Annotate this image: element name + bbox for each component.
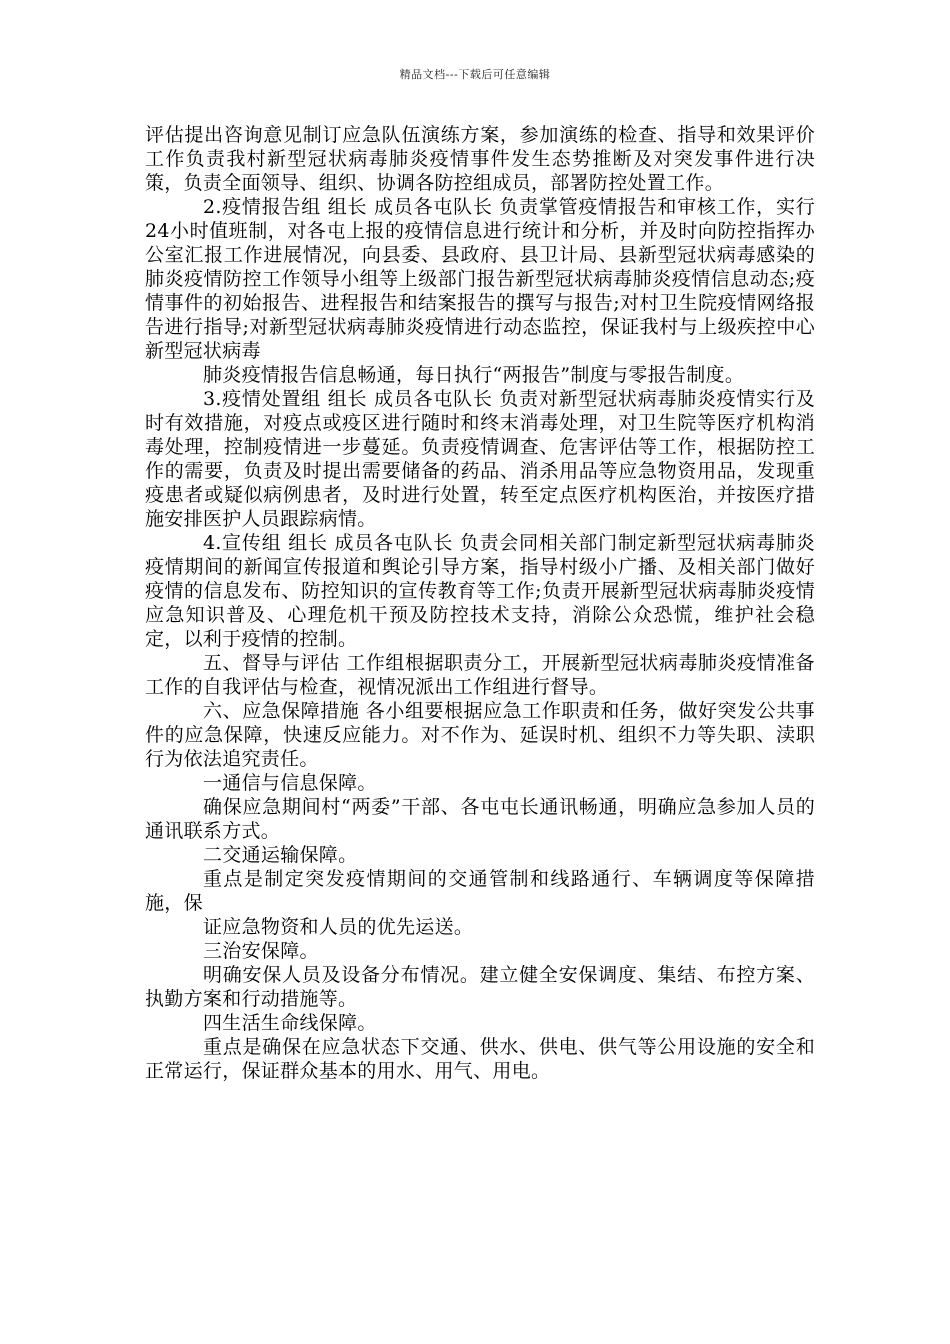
paragraph-16: 重点是确保在应急状态下交通、供水、供电、供气等公用设施的安全和正常运行，保证群众基本的用水、用气、用电。	[145, 1036, 815, 1082]
paragraph-5: 4.宣传组 组长 成员各屯队长 负责会同相关部门制定新型冠状病毒肺炎疫情期间的新闻宣传报道和舆论引导方案，指导村级小广播、及相关部门做好疫情的信息发布、防控知识的宣传教育等工作;负责开展新型冠状病毒肺炎疫情应急知识普及、心理危机干预及防控技术支持，消除公众恐慌，维护社会稳定，以利于疫情的控制。	[145, 532, 815, 650]
paragraph-9: 确保应急期间村“两委”干部、各屯屯长通讯畅通，明确应急参加人员的通讯联系方式。	[145, 796, 815, 842]
document-body	[145, 123, 815, 1083]
paragraph-6: 五、督导与评估 工作组根据职责分工，开展新型冠状病毒肺炎疫情准备工作的自我评估与检查，视情况派出工作组进行督导。	[145, 652, 815, 698]
page-header: 精品文档---下载后可任意编辑	[399, 68, 551, 81]
paragraph-13: 三治安保障。	[203, 940, 319, 962]
paragraph-2: 2.疫情报告组 组长 成员各屯队长 负责掌管疫情报告和审核工作，实行 24小时值班制，对各屯上报的疫情信息进行统计和分析，并及时向防控指挥办公室汇报工作进展情况，向县委、县政府、县卫计局、县新型冠状病毒感染的肺炎疫情防控工作领导小组等上级部门报告新型冠状病毒肺炎疫情信息动态;疫情事件的初始报告、进程报告和结案报告的撰写与报告;对村卫生院疫情网络报告进行指导;对新型冠状病毒肺炎疫情进行动态监控，保证我村与上级疾控中心新型冠状病毒	[145, 196, 815, 362]
paragraph-1: 评估提出咨询意见制订应急队伍演练方案，参加演练的检查、指导和效果评价工作负责我村新型冠状病毒肺炎疫情事件发生态势推断及对突发事件进行决策，负责全面领导、组织、协调各防控组成员，部署防控处置工作。	[145, 124, 815, 194]
paragraph-7: 六、应急保障措施 各小组要根据应急工作职责和任务，做好突发公共事件的应急保障，快速反应能力。对不作为、延误时机、组织不力等失职、渎职行为依法追究责任。	[145, 700, 815, 770]
paragraph-15: 四生活生命线保障。	[203, 1012, 377, 1034]
paragraph-3: 肺炎疫情报告信息畅通，每日执行“两报告”制度与零报告制度。	[203, 364, 745, 386]
paragraph-14: 明确安保人员及设备分布情况。建立健全安保调度、集结、布控方案、执勤方案和行动措施等。	[145, 964, 815, 1010]
paragraph-12: 证应急物资和人员的优先运送。	[203, 916, 474, 938]
paragraph-11: 重点是制定突发疫情期间的交通管制和线路通行、车辆调度等保障措施，保	[145, 868, 815, 914]
paragraph-8: 一通信与信息保障。	[203, 772, 377, 794]
paragraph-10: 二交通运输保障。	[203, 844, 358, 866]
paragraph-4: 3.疫情处置组 组长 成员各屯队长 负责对新型冠状病毒肺炎疫情实行及时有效措施，对疫点或疫区进行随时和终末消毒处理，对卫生院等医疗机构消毒处理，控制疫情进一步蔓延。负责疫情调查、危害评估等工作，根据防控工作的需要，负责及时提出需要储备的药品、消杀用品等应急物资用品，发现重疫患者或疑似病例患者，及时进行处置，转至定点医疗机构医治，并按医疗措施安排医护人员跟踪病情。	[145, 388, 815, 530]
